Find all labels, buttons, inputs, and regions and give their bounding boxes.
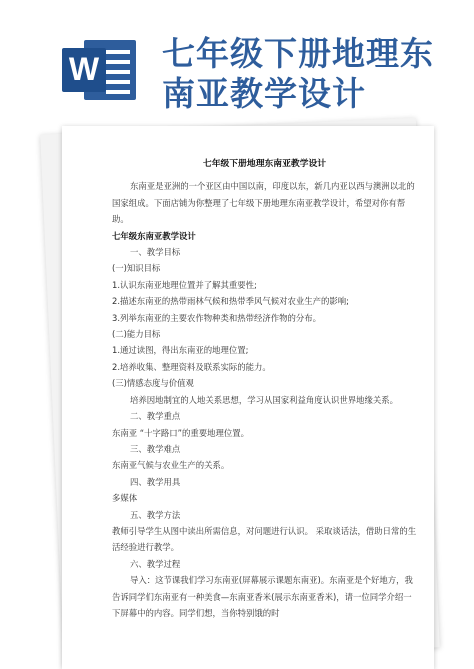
svg-text:W: W (68, 51, 100, 87)
document-body (112, 156, 417, 621)
document-paragraph: (一)知识目标 (112, 263, 161, 274)
document-paragraph: 三、教学难点 (130, 443, 181, 454)
document-paragraph: 五、教学方法 (130, 509, 181, 520)
document-paragraph: 七年级东南亚教学设计 (112, 230, 196, 241)
document-paragraph: 培养因地制宜的人地关系思想，学习从国家利益角度认识世界地缘关系。 (130, 394, 398, 405)
document-paragraph: 四、教学用具 (130, 476, 181, 487)
document-paragraph: 导入：这节课我们学习东南亚(屏幕展示课题东南亚)。东南亚是个好地方，我告诉同学们东南亚有一种美食—东南亚香米(展示东南亚香米)，请一位同学介绍一下屏幕中的内容。同学们想，当你特别饿的时 (112, 575, 413, 618)
document-paragraph: (三)情感态度与价值观 (112, 378, 194, 389)
document-title: 七年级下册地理东南亚教学设计 (202, 159, 327, 169)
document-paragraph: 1.认识东南亚地理位置并了解其重要性; (112, 279, 257, 290)
document-paragraph: 2.描述东南亚的热带雨林气候和热带季风气候对农业生产的影响; (112, 296, 349, 307)
document-paragraphs (112, 178, 417, 621)
document-paragraph: 3.列举东南亚的主要农作物种类和热带经济作物的分布。 (112, 312, 321, 323)
document-paragraph: 一、教学目标 (130, 247, 181, 258)
document-paragraph: 东南亚气候与农业生产的关系。 (112, 460, 230, 471)
document-paragraph: 东南亚是亚洲的一个亚区由中国以南，印度以东，新几内亚以西与澳洲以北的国家组成。下面店铺为你整理了七年级下册地理东南亚教学设计，希望对你有帮助。 (112, 181, 415, 225)
document-paragraph: 教师引导学生从图中读出所需信息，对问题进行认识。 采取谈话法，借助日常的生活经验进行教学。 (112, 525, 417, 553)
document-paragraph: 六、教学过程 (130, 558, 181, 569)
banner-title-line-1: 七年级下册地理东 (162, 34, 434, 73)
document-paragraph: 1.通过读图，得出东南亚的地理位置; (112, 345, 249, 356)
document-paragraph: 东南亚 “十字路口”的重要地理位置。 (112, 427, 249, 438)
document-paragraph: (二)能力目标 (112, 329, 161, 340)
document-paragraph: 多媒体 (112, 493, 138, 504)
header-banner (0, 0, 474, 130)
document-page (62, 126, 434, 669)
word-document-icon (62, 38, 140, 102)
banner-title-line-2: 南亚教学设计 (162, 74, 366, 113)
document-paragraph: 2.培养收集、整理资料及联系实际的能力。 (112, 361, 271, 372)
document-paragraph: 二、教学重点 (130, 411, 181, 422)
